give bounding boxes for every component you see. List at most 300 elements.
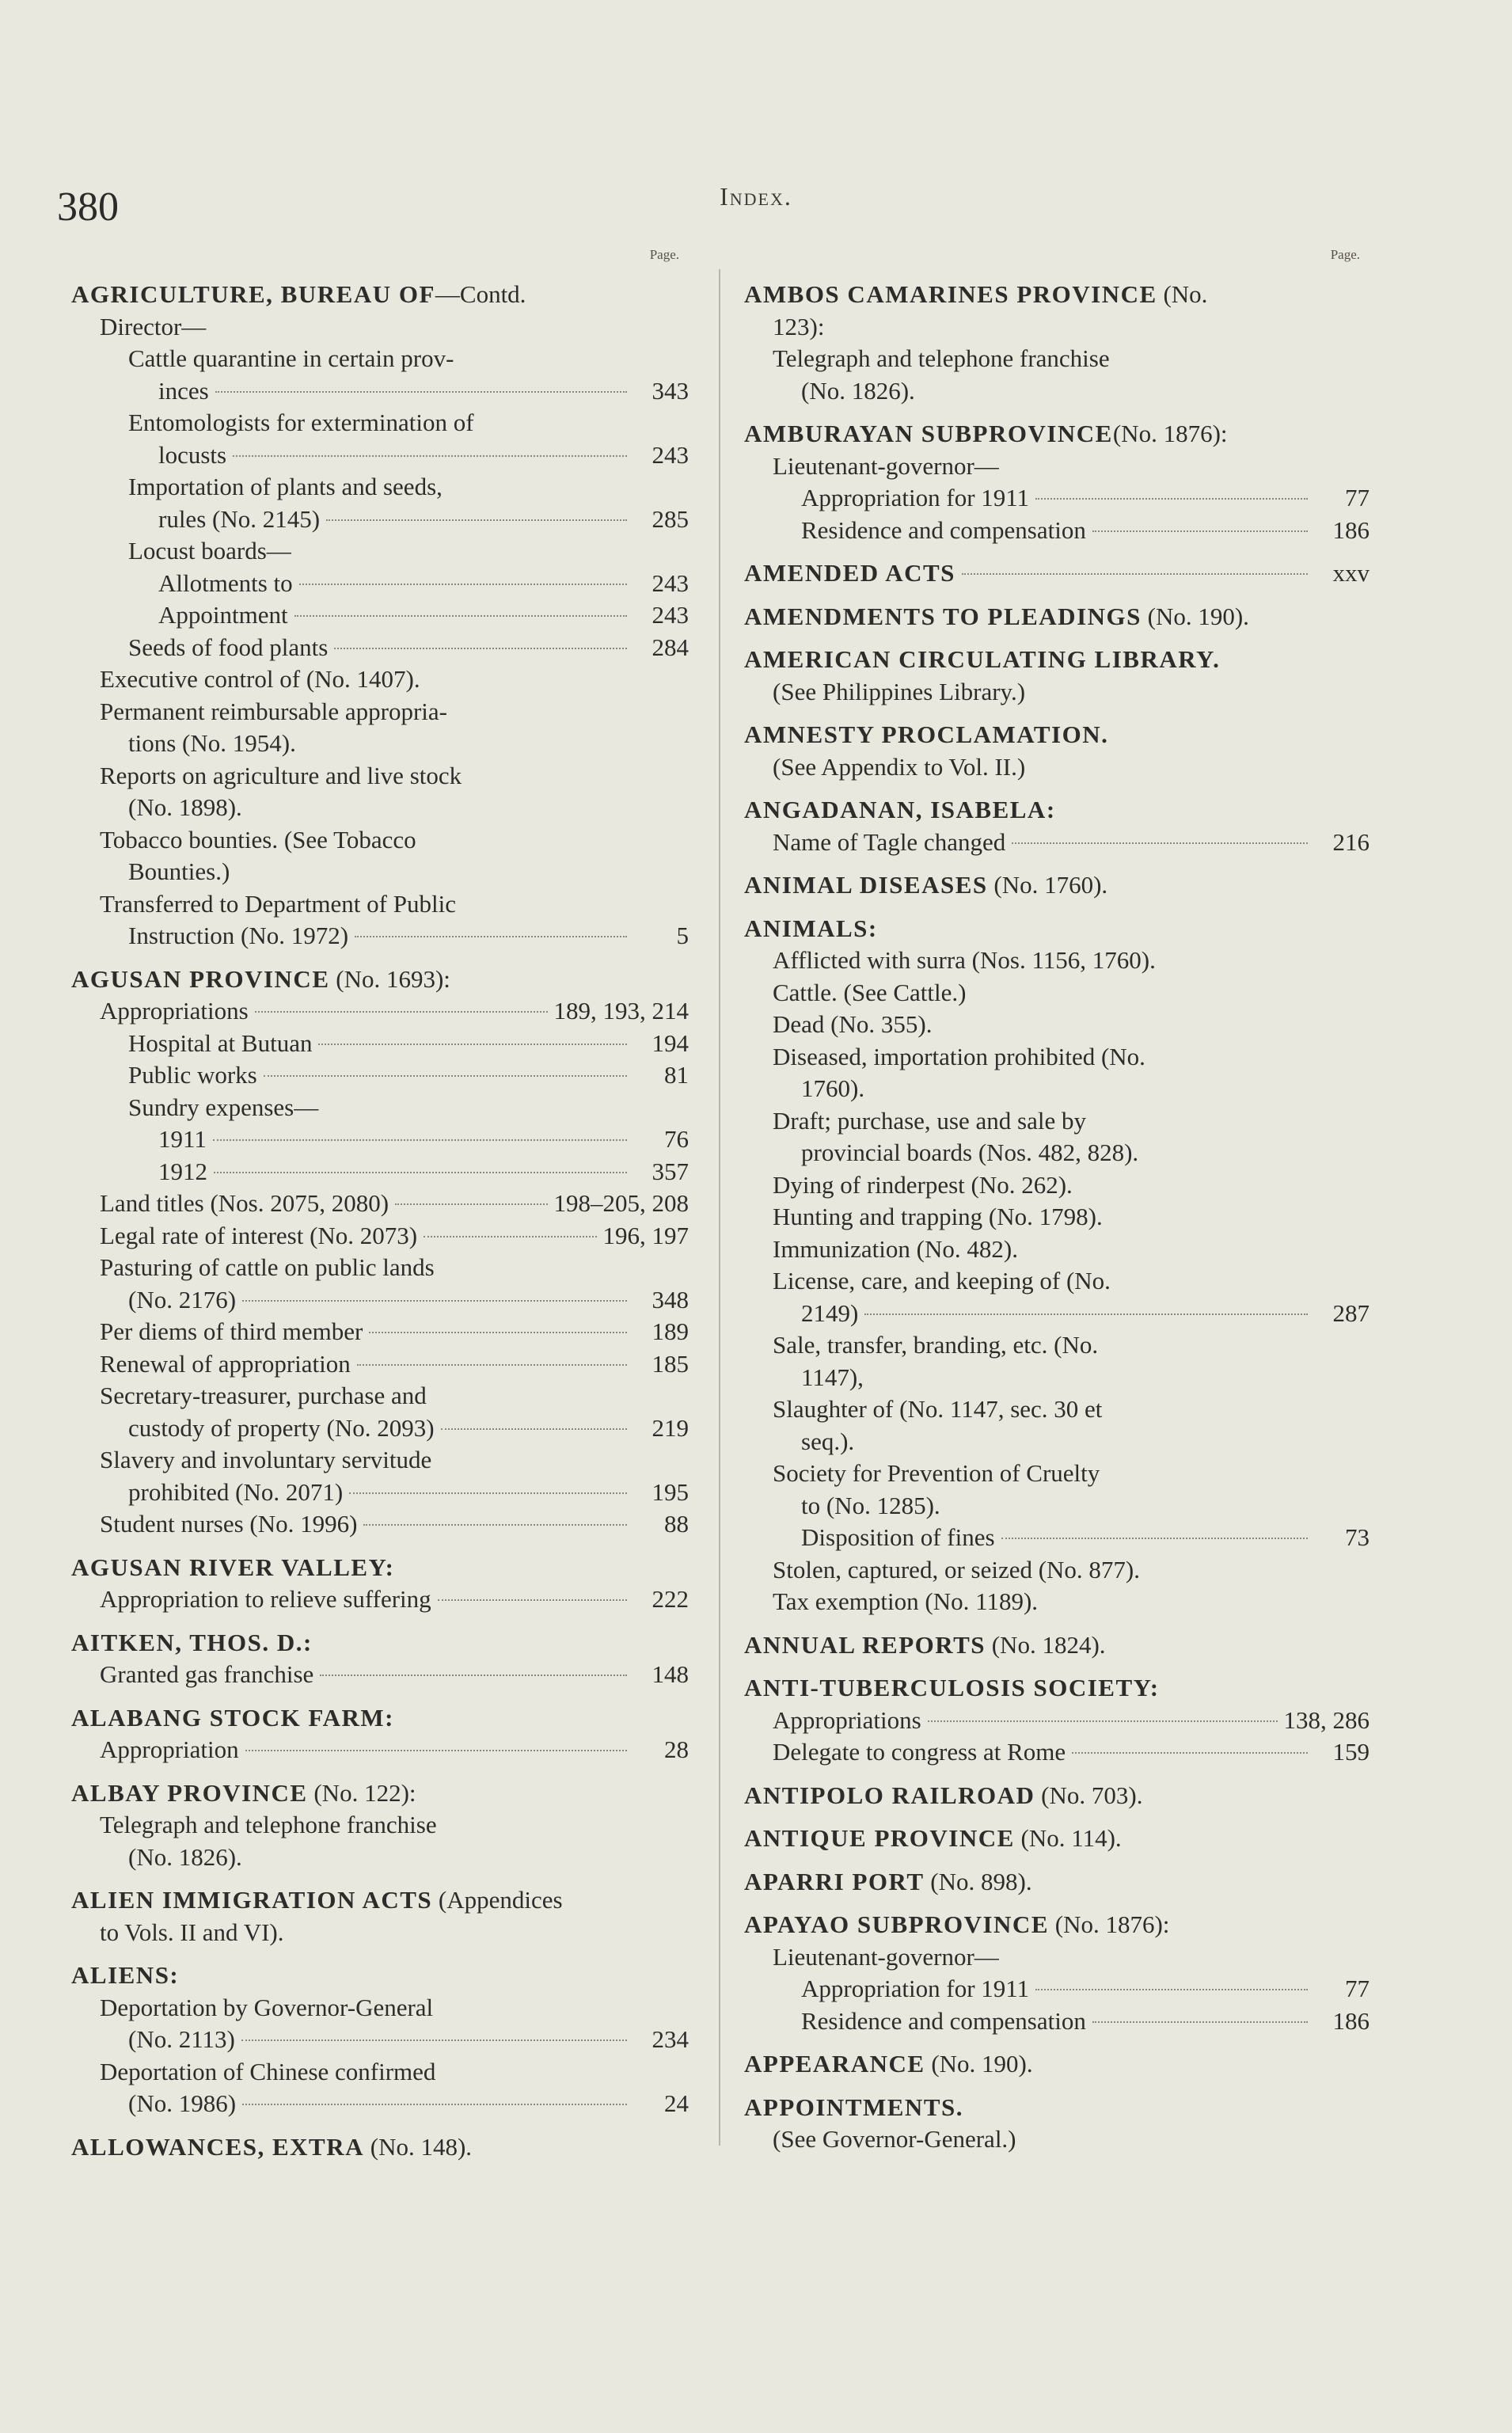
page-reference: 76 xyxy=(664,1125,689,1153)
entry-text: 2149) xyxy=(801,1298,859,1327)
entry-text: Appropriation for 1911 xyxy=(801,484,1030,511)
leader-dots xyxy=(1012,842,1308,844)
index-entry xyxy=(744,1234,1370,1266)
index-entry xyxy=(71,1092,689,1124)
page-reference: 285 xyxy=(652,504,689,533)
entry-text: Disposition of fines xyxy=(801,1523,995,1551)
entry-text: Residence and compensation xyxy=(801,515,1086,544)
index-entry xyxy=(71,1508,689,1541)
running-head: Index. xyxy=(720,182,792,211)
page-reference: 185 xyxy=(652,1349,689,1378)
index-entry xyxy=(744,1973,1370,2005)
page-reference: 24 xyxy=(664,2089,689,2117)
page-column-label: Page. xyxy=(1330,247,1360,262)
page-reference: 243 xyxy=(652,601,689,629)
page-reference: 216 xyxy=(1332,827,1370,856)
entry-text: Renewal of appropriation xyxy=(100,1349,351,1378)
entry-text: APAYAO SUBPROVINCE xyxy=(744,1910,1049,1938)
index-entry xyxy=(744,1586,1370,1618)
page-reference: 243 xyxy=(652,568,689,597)
entry-text: License, care, and keeping of (No. xyxy=(773,1267,1111,1294)
entry-text: Importation of plants and seeds, xyxy=(128,473,443,500)
index-entry xyxy=(71,407,689,439)
entry-text: Dying of rinderpest (No. 262). xyxy=(773,1170,1073,1199)
index-entry xyxy=(744,482,1370,515)
page-reference: xxv xyxy=(1332,559,1370,587)
entry-text: Afflicted with surra (Nos. 1156, 1760). xyxy=(773,946,1156,974)
index-entry xyxy=(71,1252,689,1284)
leader-dots xyxy=(349,1492,627,1494)
page-reference: 148 xyxy=(652,1660,689,1688)
index-entry xyxy=(744,1941,1370,1974)
leader-dots xyxy=(355,936,627,937)
index-entry xyxy=(71,2088,689,2120)
entry-text: to (No. 1285). xyxy=(801,1491,940,1519)
entry-text: Draft; purchase, use and sale by xyxy=(773,1106,1086,1135)
index-entry xyxy=(744,375,1370,408)
index-entry xyxy=(71,343,689,375)
entry-suffix: (No. 1876): xyxy=(1049,1910,1170,1938)
entry-text: Diseased, importation prohibited (No. xyxy=(773,1042,1145,1070)
index-entry xyxy=(744,1298,1370,1330)
entry-suffix: (No. 114). xyxy=(1014,1824,1122,1852)
entry-suffix: (No. 1876): xyxy=(1112,420,1228,447)
entry-text: Reports on agriculture and live stock xyxy=(100,761,462,789)
index-heading xyxy=(744,2048,1370,2081)
entry-text: Telegraph and telephone franchise xyxy=(773,344,1110,372)
entry-text: Telegraph and telephone franchise xyxy=(100,1811,437,1838)
entry-text: Appropriations xyxy=(100,997,249,1025)
index-entry xyxy=(744,1736,1370,1769)
index-entry xyxy=(71,471,689,504)
index-entry xyxy=(71,1992,689,2024)
entry-text: AGRICULTURE, BUREAU OF xyxy=(71,280,435,308)
entry-text: (No. 1898). xyxy=(128,793,242,821)
leader-dots xyxy=(438,1599,627,1601)
index-heading xyxy=(744,1909,1370,1941)
index-entry xyxy=(71,1156,689,1188)
index-entry xyxy=(744,1201,1370,1234)
leader-dots xyxy=(395,1203,547,1205)
page-reference: 81 xyxy=(664,1061,689,1089)
entry-text: (No. 1986) xyxy=(128,2089,237,2117)
index-entry xyxy=(744,1393,1370,1426)
leader-dots xyxy=(962,573,1308,575)
index-heading xyxy=(71,964,689,996)
leader-dots xyxy=(213,1139,627,1141)
index-entry xyxy=(71,824,689,857)
entry-text: AMBURAYAN SUBPROVINCE xyxy=(744,420,1113,447)
right-entries xyxy=(744,279,1370,2156)
column-divider xyxy=(719,269,720,2146)
leader-dots xyxy=(214,1172,627,1173)
entry-text: APPEARANCE xyxy=(744,2050,925,2078)
entry-suffix: (Appendices xyxy=(432,1886,563,1914)
index-heading xyxy=(71,1627,689,1659)
leader-dots xyxy=(928,1720,1278,1722)
entry-text: Executive control of (No. 1407). xyxy=(100,665,420,693)
entry-text: (No. 2176) xyxy=(128,1285,237,1313)
entry-text: Legal rate of interest (No. 2073) xyxy=(100,1221,418,1249)
leader-dots xyxy=(334,648,627,649)
entry-text: Delegate to congress at Rome xyxy=(773,1738,1066,1766)
entry-text: ANTI-TUBERCULOSIS SOCIETY: xyxy=(744,1674,1160,1701)
index-heading xyxy=(744,279,1370,311)
entry-text: inces xyxy=(158,376,209,405)
leader-dots xyxy=(1001,1538,1308,1539)
entry-suffix: —Contd. xyxy=(435,280,526,308)
entry-text: AMBOS CAMARINES PROVINCE xyxy=(744,280,1157,308)
page-reference: 189, 193, 214 xyxy=(553,997,689,1025)
entry-text: ANTIPOLO RAILROAD xyxy=(744,1781,1035,1809)
entry-text: to Vols. II and VI). xyxy=(100,1918,284,1946)
index-heading xyxy=(71,1884,689,1917)
index-heading xyxy=(71,1960,689,1992)
entry-text: (No. 1826). xyxy=(128,1842,242,1871)
entry-text: Residence and compensation xyxy=(801,2006,1086,2035)
index-entry xyxy=(71,535,689,568)
index-entry xyxy=(744,2123,1370,2156)
index-entry xyxy=(71,696,689,728)
page-reference: 77 xyxy=(1345,484,1370,511)
entry-suffix: (No. 1693): xyxy=(329,964,450,993)
page-reference: 28 xyxy=(664,1735,689,1763)
index-entry xyxy=(71,311,689,344)
entry-text: Tobacco bounties. (See Tobacco xyxy=(100,825,416,853)
index-entry xyxy=(71,599,689,632)
index-entry xyxy=(71,1284,689,1317)
index-entry xyxy=(71,760,689,793)
index-heading xyxy=(744,869,1370,902)
entry-text: Appropriation for 1911 xyxy=(801,1975,1030,2002)
leader-dots xyxy=(357,1364,627,1366)
index-entry xyxy=(744,676,1370,709)
index-entry xyxy=(71,1123,689,1156)
entry-text: Slavery and involuntary servitude xyxy=(100,1446,432,1473)
entry-suffix: (No. 898). xyxy=(924,1867,1032,1895)
entry-suffix: (No. 703). xyxy=(1035,1781,1143,1809)
entry-text: AMERICAN CIRCULATING LIBRARY. xyxy=(744,645,1221,673)
index-column-right xyxy=(744,247,1370,2156)
entry-suffix: (No. 190). xyxy=(1141,602,1249,630)
index-entry xyxy=(744,515,1370,547)
entry-text: Hunting and trapping (No. 1798). xyxy=(773,1203,1103,1230)
leader-dots xyxy=(299,584,627,585)
index-heading xyxy=(71,2131,689,2164)
page-reference: 5 xyxy=(676,922,689,949)
index-entry xyxy=(744,1554,1370,1587)
index-entry xyxy=(71,1059,689,1092)
leader-dots xyxy=(1072,1752,1308,1754)
entry-text: ANTIQUE PROVINCE xyxy=(744,1824,1015,1852)
leader-dots xyxy=(264,1075,627,1077)
entry-text: Secretary-treasurer, purchase and xyxy=(100,1382,427,1409)
entry-text: ALLOWANCES, EXTRA xyxy=(71,2132,365,2161)
entry-text: Sale, transfer, branding, etc. (No. xyxy=(773,1331,1099,1359)
entry-text: AMNESTY PROCLAMATION. xyxy=(744,720,1109,748)
index-entry xyxy=(71,1477,689,1509)
index-column-left xyxy=(71,247,689,2163)
entry-text: tions (No. 1954). xyxy=(128,729,296,757)
leader-dots xyxy=(294,615,627,617)
entry-suffix: (No. 148). xyxy=(364,2132,473,2161)
page-reference: 73 xyxy=(1345,1523,1370,1551)
entry-text: Sundry expenses— xyxy=(128,1093,319,1121)
index-heading xyxy=(744,719,1370,751)
page-reference: 287 xyxy=(1332,1298,1370,1327)
index-heading xyxy=(744,601,1370,633)
entry-text: (No. 1826). xyxy=(801,376,915,405)
page-reference: 243 xyxy=(652,440,689,469)
index-heading xyxy=(744,644,1370,676)
entry-text: Society for Prevention of Cruelty xyxy=(773,1459,1100,1487)
entry-text: Appointment xyxy=(158,601,288,629)
entry-text: ANIMAL DISEASES xyxy=(744,871,988,899)
entry-suffix: (No. 1760). xyxy=(987,871,1108,899)
left-entries xyxy=(71,279,689,2163)
index-heading xyxy=(71,1552,689,1584)
entry-text: ALIENS: xyxy=(71,1961,180,1989)
entry-text: Transferred to Department of Public xyxy=(100,889,456,918)
entry-text: Per diems of third member xyxy=(100,1317,363,1345)
index-entry xyxy=(744,1362,1370,1394)
entry-text: locusts xyxy=(158,440,227,469)
entry-text: ANIMALS: xyxy=(744,914,878,942)
leader-dots xyxy=(245,1750,627,1751)
index-entry xyxy=(71,856,689,888)
index-entry xyxy=(71,1188,689,1220)
index-entry xyxy=(744,1522,1370,1554)
entry-text: Pasturing of cattle on public lands xyxy=(100,1253,435,1281)
index-heading xyxy=(744,913,1370,945)
page-reference: 186 xyxy=(1332,2006,1370,2035)
entry-text: APARRI PORT xyxy=(744,1867,925,1895)
index-entry xyxy=(71,1412,689,1445)
index-entry xyxy=(71,792,689,824)
entry-text: rules (No. 2145) xyxy=(158,504,321,533)
index-entry xyxy=(744,1458,1370,1490)
entry-text: (No. 2113) xyxy=(128,2025,235,2053)
index-entry xyxy=(71,920,689,952)
page-reference: 77 xyxy=(1345,1975,1370,2002)
page-reference: 222 xyxy=(652,1585,689,1613)
index-entry xyxy=(71,1380,689,1412)
leader-dots xyxy=(215,391,627,393)
entry-text: 1912 xyxy=(158,1157,207,1185)
index-heading xyxy=(71,279,689,311)
entry-suffix: (No. xyxy=(1157,280,1208,308)
page-reference: 234 xyxy=(652,2025,689,2053)
entry-text: Lieutenant-governor— xyxy=(773,1942,999,1971)
index-entry xyxy=(71,1583,689,1616)
index-entry xyxy=(71,568,689,600)
index-entry xyxy=(71,1917,689,1949)
page-reference: 195 xyxy=(652,1477,689,1506)
index-entry xyxy=(744,2005,1370,2038)
entry-text: 123): xyxy=(773,312,825,340)
leader-dots xyxy=(241,2040,627,2041)
page-number: 380 xyxy=(57,184,119,230)
entry-text: Appropriations xyxy=(773,1705,921,1734)
index-entry xyxy=(71,1316,689,1348)
index-entry xyxy=(744,977,1370,1009)
entry-text: seq.). xyxy=(801,1427,855,1455)
entry-text: ALABANG STOCK FARM: xyxy=(71,1703,394,1732)
leader-dots xyxy=(864,1313,1308,1315)
page-reference: 198–205, 208 xyxy=(553,1189,689,1217)
leader-dots xyxy=(1092,530,1308,532)
page-reference: 196, 197 xyxy=(602,1221,689,1249)
entry-text: prohibited (No. 2071) xyxy=(128,1477,344,1506)
index-entry xyxy=(744,1705,1370,1737)
entry-text: Permanent reimbursable appropria- xyxy=(100,697,447,725)
leader-dots xyxy=(318,1044,627,1045)
index-heading xyxy=(744,1823,1370,1855)
entry-text: Deportation by Governor-General xyxy=(100,1993,434,2021)
index-entry xyxy=(71,1809,689,1842)
entry-text: Name of Tagle changed xyxy=(773,827,1006,856)
entry-text: AGUSAN RIVER VALLEY: xyxy=(71,1553,395,1581)
entry-text: Cattle. (See Cattle.) xyxy=(773,978,967,1006)
leader-dots xyxy=(242,2104,627,2105)
entry-text: provincial boards (Nos. 482, 828). xyxy=(801,1139,1139,1166)
index-entry xyxy=(744,1105,1370,1138)
entry-text: Lieutenant-governor— xyxy=(773,451,999,480)
leader-dots xyxy=(1035,1989,1308,1990)
leader-dots xyxy=(233,455,627,457)
page-reference: 357 xyxy=(652,1157,689,1185)
page-reference: 348 xyxy=(652,1285,689,1313)
index-entry xyxy=(744,1426,1370,1458)
index-entry xyxy=(71,1220,689,1253)
entry-text: ALBAY PROVINCE xyxy=(71,1778,308,1807)
entry-text: Bounties.) xyxy=(128,857,230,885)
entry-text: AMENDMENTS TO PLEADINGS xyxy=(744,602,1142,630)
leader-dots xyxy=(326,519,627,521)
entry-text: 1911 xyxy=(158,1125,207,1153)
entry-text: ANGADANAN, ISABELA: xyxy=(744,796,1056,823)
index-entry xyxy=(744,1265,1370,1298)
entry-text: Seeds of food plants xyxy=(128,633,329,661)
page-reference: 186 xyxy=(1332,515,1370,544)
index-entry xyxy=(744,751,1370,784)
entry-text: (See Philippines Library.) xyxy=(773,677,1026,705)
page-reference: 189 xyxy=(652,1317,689,1345)
index-heading xyxy=(71,1702,689,1735)
entry-text: Land titles (Nos. 2075, 2080) xyxy=(100,1189,389,1217)
entry-text: Instruction (No. 1972) xyxy=(128,922,349,949)
leader-dots xyxy=(320,1675,627,1676)
leader-dots xyxy=(363,1524,627,1526)
entry-text: APPOINTMENTS. xyxy=(744,2093,963,2121)
entry-text: Appropriation xyxy=(100,1735,239,1763)
entry-text: ALIEN IMMIGRATION ACTS xyxy=(71,1886,433,1914)
leader-dots xyxy=(441,1428,627,1430)
index-entry xyxy=(744,1041,1370,1074)
index-entry xyxy=(744,450,1370,483)
entry-text: Hospital at Butuan xyxy=(128,1028,313,1057)
entry-text: Dead (No. 355). xyxy=(773,1010,933,1038)
index-entry xyxy=(744,945,1370,977)
entry-suffix: (No. 1824). xyxy=(985,1630,1106,1659)
index-entry xyxy=(71,632,689,664)
index-entry xyxy=(71,1842,689,1874)
entry-suffix: (No. 122): xyxy=(307,1778,416,1807)
index-entry xyxy=(71,888,689,921)
entry-text: Allotments to xyxy=(158,568,293,597)
entry-text: 1760). xyxy=(801,1074,865,1102)
index-entry xyxy=(744,827,1370,859)
index-entry xyxy=(71,728,689,760)
leader-dots xyxy=(369,1332,627,1333)
page-reference: 138, 286 xyxy=(1283,1705,1370,1734)
index-heading xyxy=(744,418,1370,450)
index-entry xyxy=(744,1329,1370,1362)
index-heading xyxy=(744,1672,1370,1705)
entry-text: (See Appendix to Vol. II.) xyxy=(773,752,1026,781)
index-entry xyxy=(744,1137,1370,1169)
index-entry xyxy=(71,1659,689,1691)
entry-text: Locust boards— xyxy=(128,537,291,565)
index-heading xyxy=(744,1629,1370,1662)
entry-suffix: (No. 190). xyxy=(925,2050,1033,2078)
entry-text: Director— xyxy=(100,312,207,340)
page-reference: 88 xyxy=(664,1510,689,1538)
leader-dots xyxy=(242,1300,627,1302)
index-entry xyxy=(71,504,689,536)
index-entry xyxy=(71,1444,689,1477)
index-heading xyxy=(744,1780,1370,1812)
index-entry xyxy=(71,995,689,1028)
leader-dots xyxy=(424,1236,596,1237)
entry-text: 1147), xyxy=(801,1363,864,1391)
entry-text: Slaughter of (No. 1147, sec. 30 et xyxy=(773,1395,1103,1423)
entry-text: Granted gas franchise xyxy=(100,1660,314,1688)
entry-text: Deportation of Chinese confirmed xyxy=(100,2057,436,2085)
leader-dots xyxy=(1035,498,1308,500)
index-entry xyxy=(71,1028,689,1060)
index-heading xyxy=(744,1866,1370,1899)
index-entry xyxy=(71,375,689,408)
entry-text: Stolen, captured, or seized (No. 877). xyxy=(773,1555,1141,1583)
index-heading xyxy=(744,557,1370,590)
leader-dots xyxy=(1092,2021,1308,2023)
page-reference: 219 xyxy=(652,1413,689,1442)
index-entry xyxy=(71,2056,689,2089)
entry-text: Entomologists for extermination of xyxy=(128,409,474,436)
entry-text: Cattle quarantine in certain prov- xyxy=(128,344,454,372)
page-reference: 159 xyxy=(1332,1738,1370,1766)
entry-text: Public works xyxy=(128,1061,257,1089)
index-entry xyxy=(71,2024,689,2056)
entry-text: ANNUAL REPORTS xyxy=(744,1630,986,1659)
index-entry xyxy=(744,1073,1370,1105)
index-entry xyxy=(744,1009,1370,1041)
index-entry xyxy=(744,343,1370,375)
entry-text: AGUSAN PROVINCE xyxy=(71,964,330,993)
page-reference: 194 xyxy=(652,1028,689,1057)
index-entry xyxy=(71,1734,689,1766)
entry-text: Immunization (No. 482). xyxy=(773,1234,1018,1263)
index-entry xyxy=(744,311,1370,344)
leader-dots xyxy=(255,1011,548,1013)
index-heading xyxy=(744,794,1370,827)
entry-text: (See Governor-General.) xyxy=(773,2125,1016,2153)
entry-text: AMENDED ACTS xyxy=(744,559,955,587)
index-entry xyxy=(744,1169,1370,1202)
entry-text: Student nurses (No. 1996) xyxy=(100,1510,358,1538)
index-heading xyxy=(744,2092,1370,2124)
